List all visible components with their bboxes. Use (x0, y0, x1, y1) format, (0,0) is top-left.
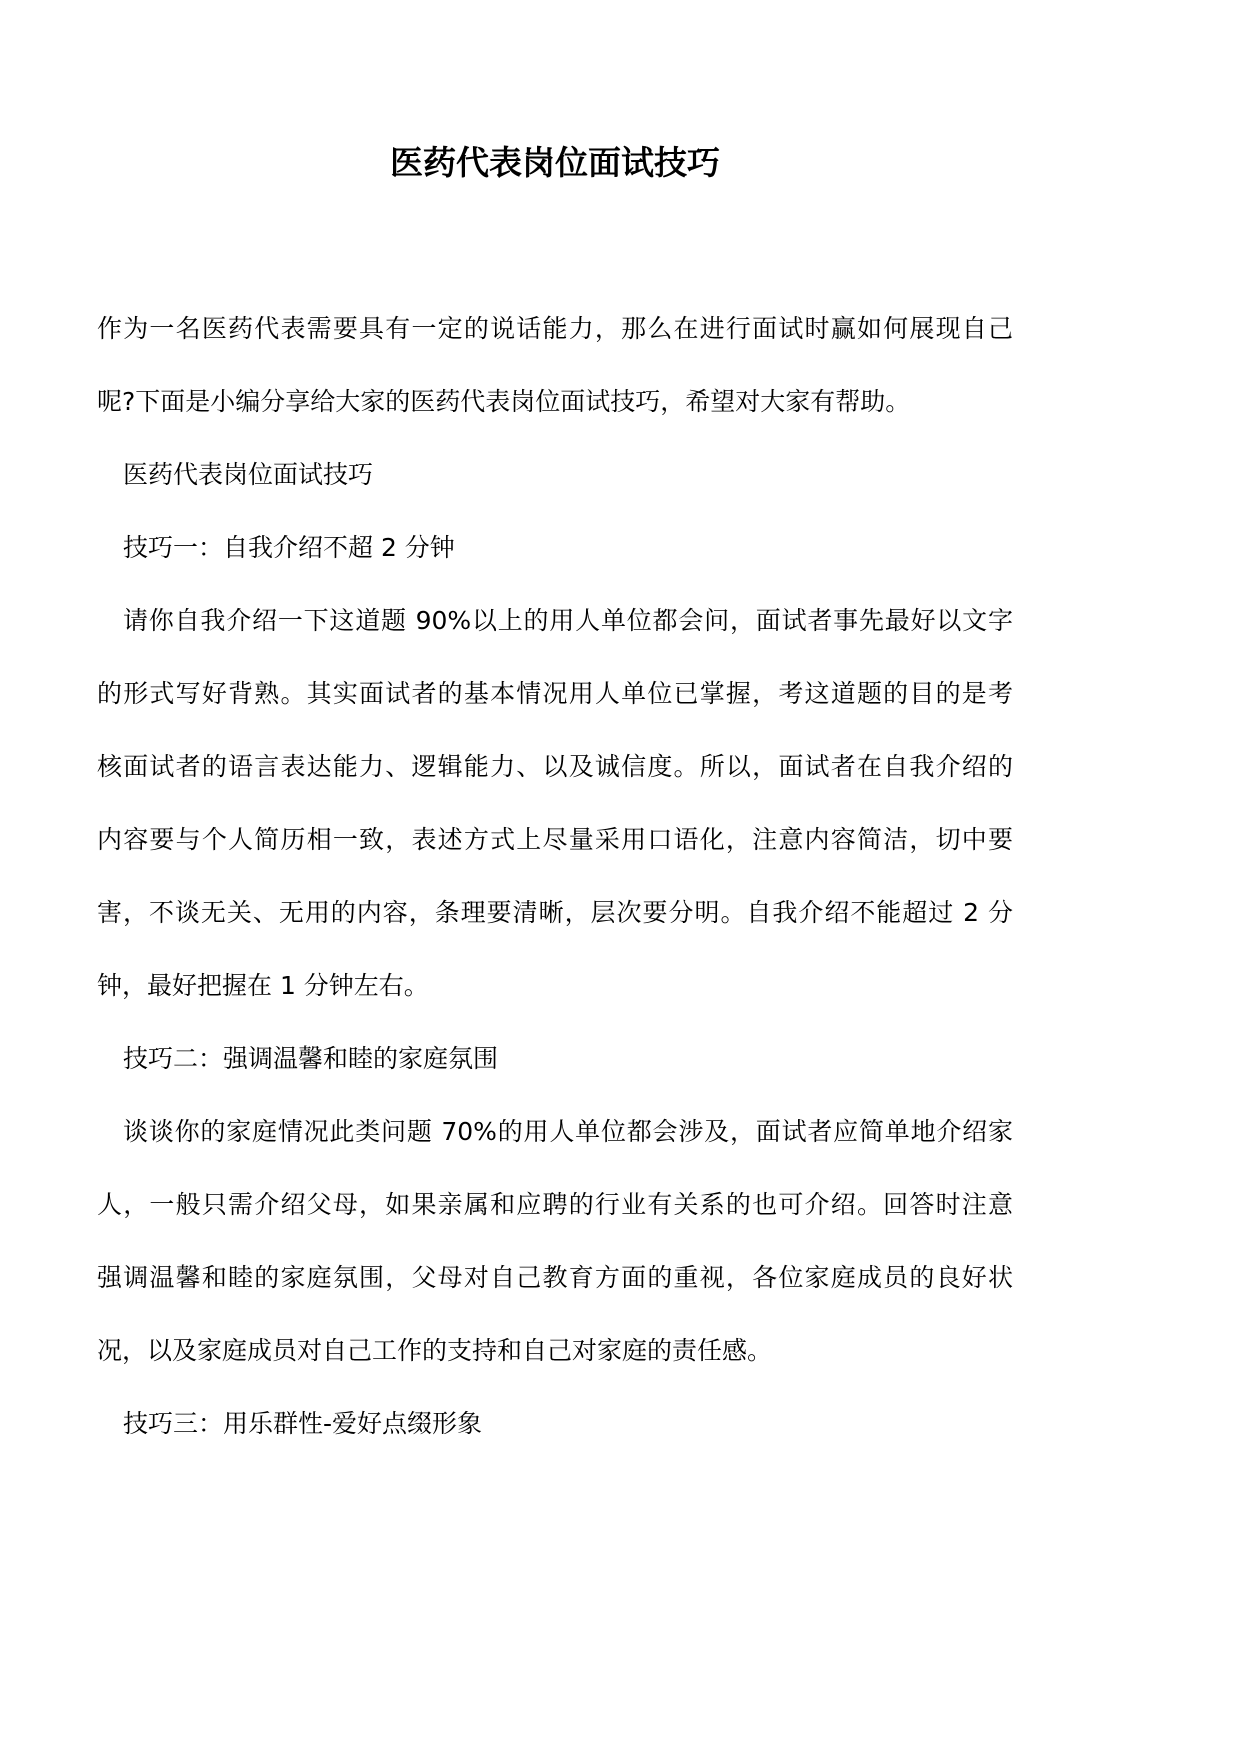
tip-two-paragraph (97, 1095, 1013, 1387)
section-heading-text: 技巧三：用乐群性-爱好点缀形象 (123, 1409, 483, 1438)
paragraph-line: 的形式写好背熟。其实面试者的基本情况用人单位已掌握，考这道题的目的是考 (97, 679, 1013, 708)
paragraph-line: 呢?下面是小编分享给大家的医药代表岗位面试技巧，希望对大家有帮助。 (97, 387, 911, 416)
paragraph-line: 害，不谈无关、无用的内容，条理要清晰，层次要分明。自我介绍不能超过 2 分 (97, 898, 1013, 927)
tip-two-heading (97, 1022, 1013, 1095)
paragraph-line: 作为一名医药代表需要具有一定的说话能力，那么在进行面试时赢如何展现自己 (97, 314, 1013, 343)
paragraph-line: 谈谈你的家庭情况此类问题 70%的用人单位都会涉及，面试者应简单地介绍家 (123, 1117, 1013, 1146)
paragraph-line: 钟，最好把握在 1 分钟左右。 (97, 971, 429, 1000)
document-body (97, 292, 1013, 1460)
tip-one-heading (97, 511, 1013, 584)
intro-paragraph (97, 292, 1013, 438)
tip-three-heading (97, 1387, 1013, 1460)
section-heading (97, 438, 1013, 511)
tip-one-paragraph (97, 584, 1013, 1022)
paragraph-line: 内容要与个人简历相一致，表述方式上尽量采用口语化，注意内容简洁，切中要 (97, 825, 1013, 854)
paragraph-line: 况，以及家庭成员对自己工作的支持和自己对家庭的责任感。 (97, 1336, 773, 1365)
section-heading-text: 技巧二：强调温馨和睦的家庭氛围 (123, 1044, 499, 1073)
section-heading-text: 医药代表岗位面试技巧 (123, 460, 374, 489)
document-title: 医药代表岗位面试技巧 (390, 143, 720, 182)
section-heading-text: 技巧一：自我介绍不超 2 分钟 (123, 533, 455, 562)
paragraph-line: 核面试者的语言表达能力、逻辑能力、以及诚信度。所以，面试者在自我介绍的 (97, 752, 1013, 781)
paragraph-line: 请你自我介绍一下这道题 90%以上的用人单位都会问，面试者事先最好以文字 (123, 606, 1013, 635)
paragraph-line: 人，一般只需介绍父母，如果亲属和应聘的行业有关系的也可介绍。回答时注意 (97, 1190, 1013, 1219)
paragraph-line: 强调温馨和睦的家庭氛围，父母对自己教育方面的重视，各位家庭成员的良好状 (97, 1263, 1013, 1292)
